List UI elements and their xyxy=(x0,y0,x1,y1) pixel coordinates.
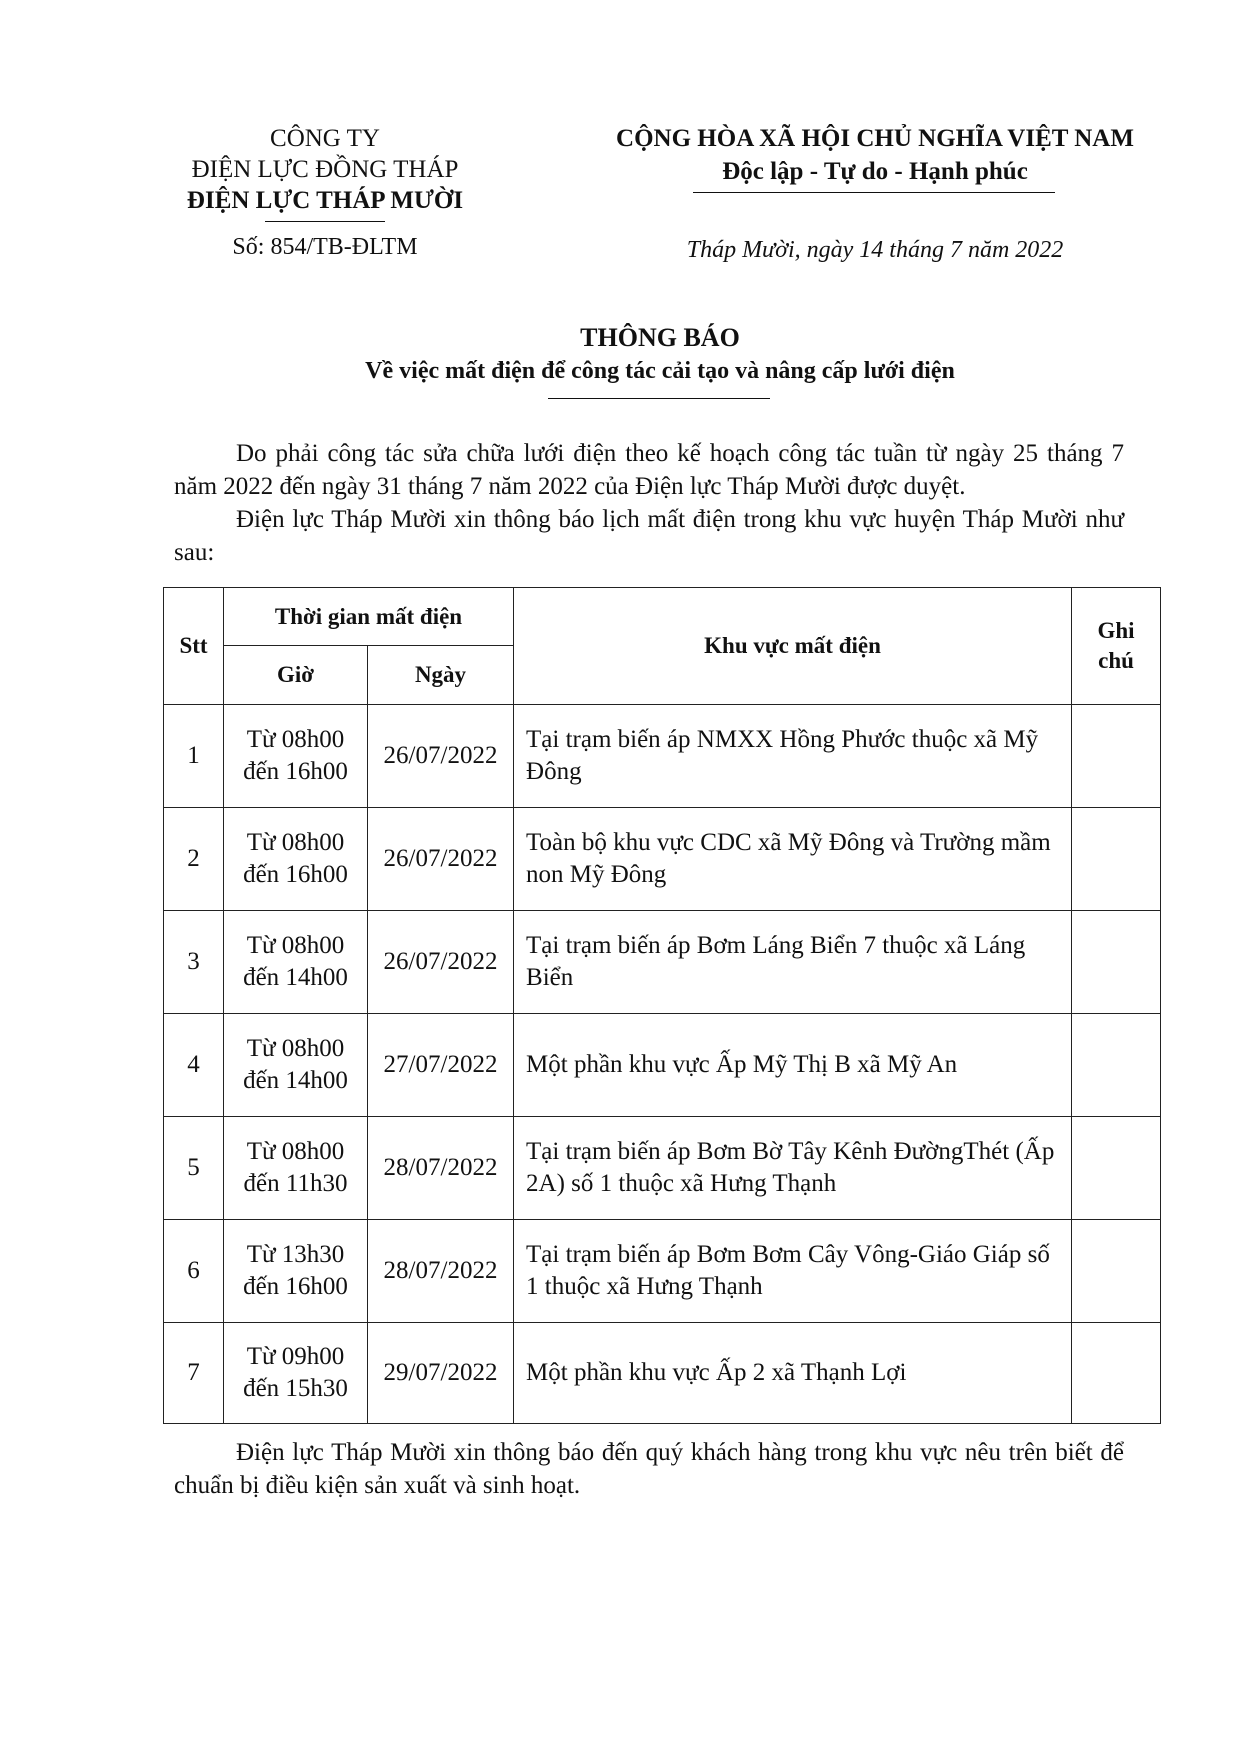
time-to: đến 14h00 xyxy=(243,964,348,991)
table-row xyxy=(164,1117,1161,1220)
motto-underline xyxy=(693,192,1055,193)
table-row xyxy=(164,808,1161,911)
row-stt: 2 xyxy=(164,808,224,911)
row-time xyxy=(224,808,368,911)
table-row xyxy=(164,1323,1161,1424)
time-to: đến 14h00 xyxy=(243,1067,348,1094)
subtitle-underline xyxy=(548,398,770,399)
row-area: Một phần khu vực Ấp 2 xã Thạnh Lợi xyxy=(514,1323,1072,1424)
time-to: đến 15h30 xyxy=(243,1375,348,1402)
company-line-2: ĐIỆN LỰC ĐỒNG THÁP xyxy=(191,156,459,183)
time-from: Từ 08h00 xyxy=(246,1138,345,1165)
time-from: Từ 09h00 xyxy=(246,1343,345,1370)
row-stt: 4 xyxy=(164,1014,224,1117)
row-stt: 5 xyxy=(164,1117,224,1220)
time-from: Từ 13h30 xyxy=(246,1241,345,1268)
row-stt: 7 xyxy=(164,1323,224,1424)
company-line-3: ĐIỆN LỰC THÁP MƯỜI xyxy=(186,187,464,214)
document-title: THÔNG BÁO xyxy=(580,323,740,352)
table-header-row xyxy=(164,588,1161,646)
closing-paragraph xyxy=(174,1436,1124,1502)
row-time xyxy=(224,705,368,808)
row-date: 28/07/2022 xyxy=(368,1220,514,1323)
row-note xyxy=(1072,808,1161,911)
intro-paragraph-1 xyxy=(174,437,1124,503)
time-from: Từ 08h00 xyxy=(246,1035,345,1062)
row-time xyxy=(224,911,368,1014)
header-area: Khu vực mất điện xyxy=(514,588,1072,705)
row-date: 26/07/2022 xyxy=(368,808,514,911)
table-row xyxy=(164,911,1161,1014)
time-to: đến 16h00 xyxy=(243,861,348,888)
header-date: Ngày xyxy=(368,646,514,705)
document-subtitle: Về việc mất điện để công tác cải tạo và nâng cấp lưới điện xyxy=(365,358,955,384)
intro-paragraph-2-text: Điện lực Tháp Mười xin thông báo lịch mất điện trong khu vực huyện Tháp Mười như sau: xyxy=(174,506,1124,566)
row-note xyxy=(1072,911,1161,1014)
row-area: Tại trạm biến áp Bơm Bờ Tây Kênh ĐườngThét (Ấp 2A) số 1 thuộc xã Hưng Thạnh xyxy=(514,1117,1072,1220)
row-area: Một phần khu vực Ấp Mỹ Thị B xã Mỹ An xyxy=(514,1014,1072,1117)
row-date: 26/07/2022 xyxy=(368,911,514,1014)
row-area: Tại trạm biến áp Bơm Láng Biển 7 thuộc xã Láng Biển xyxy=(514,911,1072,1014)
row-time xyxy=(224,1014,368,1117)
row-note xyxy=(1072,1014,1161,1117)
company-header xyxy=(150,123,500,216)
row-note xyxy=(1072,1220,1161,1323)
intro-paragraph-1-text: Do phải công tác sửa chữa lưới điện theo kế hoạch công tác tuần từ ngày 25 tháng 7 năm 2022 đến ngày 31 tháng 7 năm 2022 của Điện lực Tháp Mười được duyệt. xyxy=(174,440,1124,500)
row-area: Toàn bộ khu vực CDC xã Mỹ Đông và Trường mầm non Mỹ Đông xyxy=(514,808,1072,911)
closing-paragraph-text: Điện lực Tháp Mười xin thông báo đến quý khách hàng trong khu vực nêu trên biết để chuẩn bị điều kiện sản xuất và sinh hoạt. xyxy=(174,1439,1124,1499)
row-date: 29/07/2022 xyxy=(368,1323,514,1424)
row-area: Tại trạm biến áp NMXX Hồng Phước thuộc xã Mỹ Đông xyxy=(514,705,1072,808)
header-note: Ghi chú xyxy=(1072,588,1161,705)
table-row xyxy=(164,1014,1161,1117)
time-to: đến 16h00 xyxy=(243,1273,348,1300)
document-number: Số: 854/TB-ĐLTM xyxy=(232,234,418,260)
company-underline xyxy=(265,221,385,222)
place-date: Tháp Mười, ngày 14 tháng 7 năm 2022 xyxy=(686,237,1064,263)
row-note xyxy=(1072,1323,1161,1424)
time-from: Từ 08h00 xyxy=(246,829,345,856)
row-stt: 1 xyxy=(164,705,224,808)
time-to: đến 11h30 xyxy=(243,1170,348,1197)
table-row xyxy=(164,1220,1161,1323)
table-row xyxy=(164,705,1161,808)
header-hour: Giờ xyxy=(224,646,368,705)
time-from: Từ 08h00 xyxy=(246,932,345,959)
intro-paragraph-2 xyxy=(174,503,1124,569)
row-date: 27/07/2022 xyxy=(368,1014,514,1117)
row-time xyxy=(224,1323,368,1424)
row-stt: 6 xyxy=(164,1220,224,1323)
row-area: Tại trạm biến áp Bơm Bơm Cây Vông-Giáo Giáp số 1 thuộc xã Hưng Thạnh xyxy=(514,1220,1072,1323)
header-time-group: Thời gian mất điện xyxy=(224,588,514,646)
outage-schedule-table xyxy=(163,587,1161,1424)
row-note xyxy=(1072,1117,1161,1220)
company-line-1: CÔNG TY xyxy=(270,125,380,152)
country-name: CỘNG HÒA XÃ HỘI CHỦ NGHĨA VIỆT NAM xyxy=(616,125,1134,152)
time-to: đến 16h00 xyxy=(243,758,348,785)
row-stt: 3 xyxy=(164,911,224,1014)
row-date: 26/07/2022 xyxy=(368,705,514,808)
national-motto: Độc lập - Tự do - Hạnh phúc xyxy=(722,158,1028,185)
row-date: 28/07/2022 xyxy=(368,1117,514,1220)
row-note xyxy=(1072,705,1161,808)
row-time xyxy=(224,1220,368,1323)
time-from: Từ 08h00 xyxy=(246,726,345,753)
header-stt: Stt xyxy=(164,588,224,705)
row-time xyxy=(224,1117,368,1220)
